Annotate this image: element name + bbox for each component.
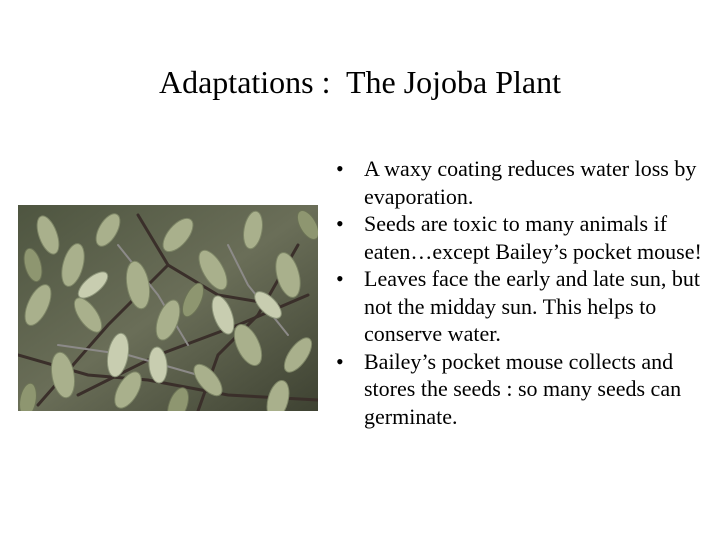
bullet-marker: • — [336, 211, 344, 236]
bullet-item — [336, 155, 708, 210]
bullet-text: Bailey’s pocket mouse collects and stores the seeds : so many seeds can germinate. — [364, 348, 682, 429]
bullet-item — [336, 265, 708, 348]
bullet-marker: • — [336, 266, 344, 291]
bullet-marker: • — [336, 348, 344, 374]
bullet-item — [336, 348, 708, 431]
jojoba-plant-photo — [18, 205, 318, 411]
bullet-marker: • — [336, 156, 344, 181]
bullet-list — [336, 155, 708, 430]
bullet-text: A waxy coating reduces water loss by evaporation. — [364, 156, 697, 209]
bullet-text: Seeds are toxic to many animals if eaten…except Bailey’s pocket mouse! — [364, 211, 702, 264]
slide-title: Adaptations : The Jojoba Plant — [158, 64, 562, 100]
bullet-item — [336, 210, 708, 265]
bullet-text: Leaves face the early and late sun, but not the midday sun. This helps to conserve water. — [364, 266, 700, 346]
